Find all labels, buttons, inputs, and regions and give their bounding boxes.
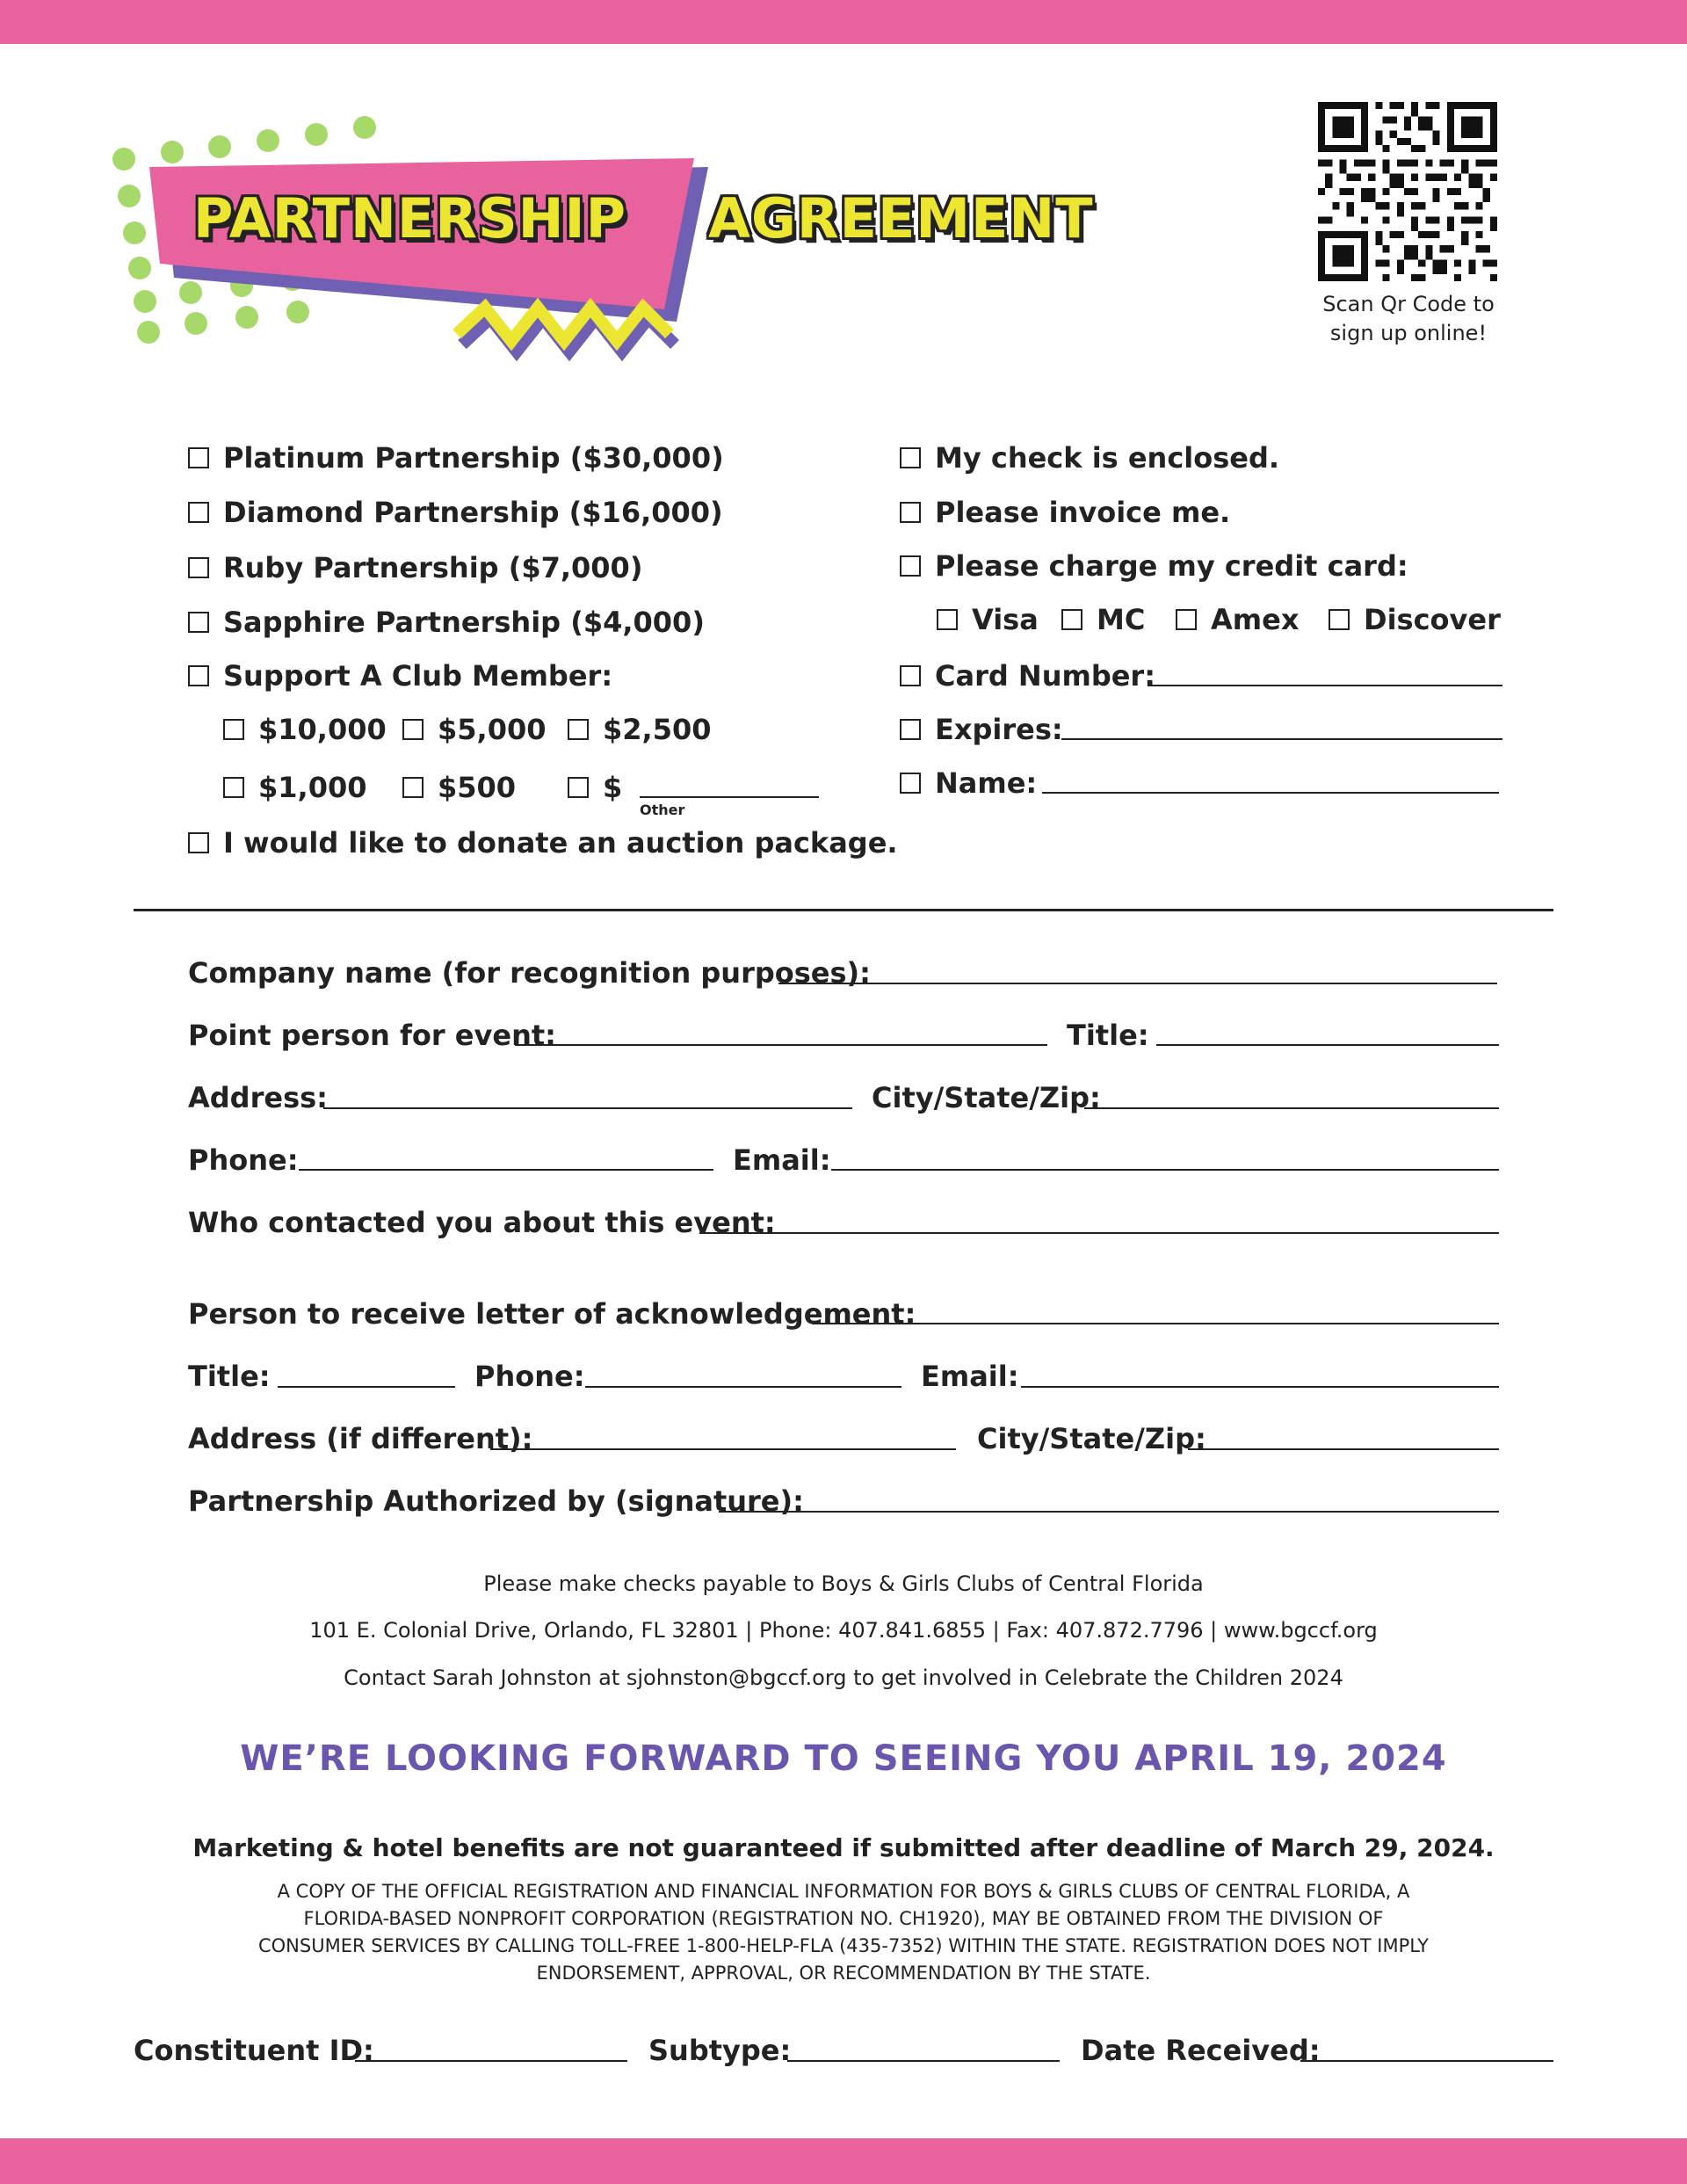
acknowledgement-person-field[interactable] [812, 1323, 1499, 1324]
option-invoice[interactable] [900, 496, 1230, 529]
deadline-note: Marketing & hotel benefits are not guaranteed if submitted after deadline of March 29, 2024. [192, 1833, 1495, 1862]
option-amount-1000[interactable] [223, 771, 366, 804]
option-support-club-member[interactable] [188, 659, 612, 693]
option-amount-other[interactable] [568, 771, 622, 804]
checkbox[interactable] [900, 447, 921, 468]
card-label: MC [1097, 603, 1146, 636]
checkbox[interactable] [223, 719, 244, 740]
checkbox[interactable] [1061, 609, 1082, 630]
option-label: Diamond Partnership ($16,000) [223, 496, 723, 529]
label-city-state-zip: City/State/Zip: [872, 1081, 1101, 1114]
date-received-field[interactable] [1300, 2060, 1553, 2062]
constituent-id-field[interactable] [355, 2060, 627, 2062]
title-agreement: AGREEMENT [708, 186, 1094, 250]
checkbox[interactable] [568, 777, 589, 798]
checkbox[interactable] [900, 502, 921, 523]
legal-line: ENDORSEMENT, APPROVAL, OR RECOMMENDATION BY THE STATE. [536, 1963, 1151, 1984]
legal-disclaimer [202, 1878, 1485, 1987]
amount-label: $5,000 [438, 713, 547, 746]
label-title: Title: [1067, 1019, 1149, 1052]
option-auction-package[interactable] [188, 826, 898, 860]
option-amount-500[interactable] [402, 771, 516, 804]
label-who-contacted: Who contacted you about this event: [188, 1206, 776, 1239]
option-sapphire[interactable] [188, 606, 705, 639]
option-card-discover[interactable] [1329, 603, 1501, 636]
option-card-number[interactable] [900, 659, 1155, 693]
other-label: Other [640, 802, 685, 818]
label-address-2: Address (if different): [188, 1422, 533, 1455]
legal-line: FLORIDA-BASED NONPROFIT CORPORATION (REGISTRATION NO. CH1920), MAY BE OBTAINED FROM THE DIVISION OF [303, 1908, 1384, 1929]
legal-line: CONSUMER SERVICES BY CALLING TOLL-FREE 1-800-HELP-FLA (435-7352) WITHIN THE STATE. REGISTRATION DOES NOT IMPLY [257, 1935, 1430, 1956]
checkbox[interactable] [1176, 609, 1197, 630]
amount-label: $2,500 [603, 713, 712, 746]
qr-code [1318, 102, 1497, 281]
checkbox[interactable] [900, 555, 921, 577]
amount-label: $ [603, 771, 623, 804]
option-label: I would like to donate an auction package. [223, 826, 898, 860]
checkbox[interactable] [937, 609, 958, 630]
qr-caption [1292, 290, 1525, 348]
option-card-mc[interactable] [1061, 603, 1145, 636]
checkbox[interactable] [900, 665, 921, 686]
address-field[interactable] [323, 1107, 852, 1109]
amount-label: $10,000 [258, 713, 387, 746]
option-label: Sapphire Partnership ($4,000) [223, 606, 705, 639]
card-label: Amex [1211, 603, 1300, 636]
label-date-received: Date Received: [1081, 2034, 1321, 2067]
option-amount-2500[interactable] [568, 713, 711, 746]
label-company-name: Company name (for recognition purposes): [188, 956, 871, 990]
card-number-field[interactable] [1148, 685, 1502, 686]
other-amount-field[interactable] [640, 796, 819, 798]
expires-field[interactable] [1061, 738, 1502, 740]
title-2-field[interactable] [278, 1386, 455, 1388]
option-check-enclosed[interactable] [900, 441, 1279, 475]
option-label: Platinum Partnership ($30,000) [223, 441, 724, 475]
label-city-state-zip-2: City/State/Zip: [977, 1422, 1206, 1455]
checkbox[interactable] [900, 719, 921, 740]
title-field[interactable] [1156, 1044, 1499, 1046]
checkbox[interactable] [223, 777, 244, 798]
option-amount-10000[interactable] [223, 713, 387, 746]
top-band [0, 0, 1687, 44]
checkbox[interactable] [188, 557, 209, 578]
option-credit-card[interactable] [900, 549, 1408, 583]
title-partnership: PARTNERSHIP [193, 186, 627, 250]
label-subtype: Subtype: [648, 2034, 792, 2067]
checkbox[interactable] [188, 832, 209, 853]
legal-line: A COPY OF THE OFFICIAL REGISTRATION AND FINANCIAL INFORMATION FOR BOYS & GIRLS CLUBS OF CENTRAL FLORIDA, A [277, 1881, 1410, 1902]
contact-address-line: 101 E. Colonial Drive, Orlando, FL 32801 | Phone: 407.841.6855 | Fax: 407.872.7796 | www.bgccf.org [309, 1618, 1378, 1643]
bottom-band [0, 2138, 1687, 2184]
subtype-field[interactable] [787, 2060, 1060, 2062]
option-ruby[interactable] [188, 551, 642, 584]
checkbox[interactable] [188, 612, 209, 633]
label-title-2: Title: [188, 1360, 271, 1393]
option-label: Expires: [935, 713, 1063, 746]
option-card-amex[interactable] [1176, 603, 1299, 636]
label-address: Address: [188, 1081, 328, 1114]
checkbox[interactable] [188, 665, 209, 686]
card-label: Visa [972, 603, 1039, 636]
option-card-visa[interactable] [937, 603, 1039, 636]
phone-field[interactable] [299, 1169, 713, 1171]
option-label: Please invoice me. [935, 496, 1231, 529]
option-label: Support A Club Member: [223, 659, 613, 693]
checkbox[interactable] [402, 719, 424, 740]
option-amount-5000[interactable] [402, 713, 546, 746]
option-label: Please charge my credit card: [935, 549, 1408, 583]
label-acknowledgement-person: Person to receive letter of acknowledgement: [188, 1297, 916, 1331]
card-label: Discover [1364, 603, 1501, 636]
qr-caption-line2: sign up online! [1329, 321, 1488, 345]
option-label: Ruby Partnership ($7,000) [223, 551, 643, 584]
option-label: Name: [935, 766, 1038, 800]
checkbox[interactable] [568, 719, 589, 740]
company-name-field[interactable] [778, 983, 1497, 984]
checkbox[interactable] [900, 773, 921, 794]
checkbox[interactable] [1329, 609, 1350, 630]
label-signature: Partnership Authorized by (signature): [188, 1484, 804, 1518]
option-expires[interactable] [900, 713, 1063, 746]
amount-label: $1,000 [258, 771, 367, 804]
who-contacted-field[interactable] [699, 1232, 1499, 1234]
point-person-field[interactable] [515, 1044, 1047, 1046]
section-divider [134, 909, 1553, 911]
amount-label: $500 [438, 771, 517, 804]
address-2-field[interactable] [490, 1448, 956, 1450]
checkbox[interactable] [188, 502, 209, 523]
checks-payable-note: Please make checks payable to Boys & Girls Clubs of Central Florida [483, 1571, 1204, 1596]
contact-person-line: Contact Sarah Johnston at sjohnston@bgccf.org to get involved in Celebrate the Children 2024 [344, 1665, 1343, 1690]
label-phone: Phone: [188, 1143, 299, 1177]
checkbox[interactable] [402, 777, 424, 798]
city-state-zip-field[interactable] [1084, 1107, 1499, 1109]
name-field[interactable] [1042, 792, 1499, 794]
event-date-banner: WE’RE LOOKING FORWARD TO SEEING YOU APRIL 19, 2024 [240, 1738, 1447, 1779]
label-constituent-id: Constituent ID: [134, 2034, 374, 2067]
signature-field[interactable] [719, 1511, 1499, 1513]
label-phone-2: Phone: [474, 1360, 585, 1393]
city-state-zip-2-field[interactable] [1188, 1448, 1499, 1450]
option-label: Card Number: [935, 659, 1155, 693]
option-name[interactable] [900, 766, 1037, 800]
qr-caption-line1: Scan Qr Code to [1322, 292, 1495, 316]
label-email: Email: [733, 1143, 831, 1177]
email-2-field[interactable] [1021, 1386, 1499, 1388]
option-platinum[interactable] [188, 441, 724, 475]
label-point-person: Point person for event: [188, 1019, 556, 1052]
checkbox[interactable] [188, 447, 209, 468]
option-diamond[interactable] [188, 496, 723, 529]
label-email-2: Email: [921, 1360, 1019, 1393]
option-label: My check is enclosed. [935, 441, 1280, 475]
email-field[interactable] [831, 1169, 1499, 1171]
phone-2-field[interactable] [585, 1386, 901, 1388]
